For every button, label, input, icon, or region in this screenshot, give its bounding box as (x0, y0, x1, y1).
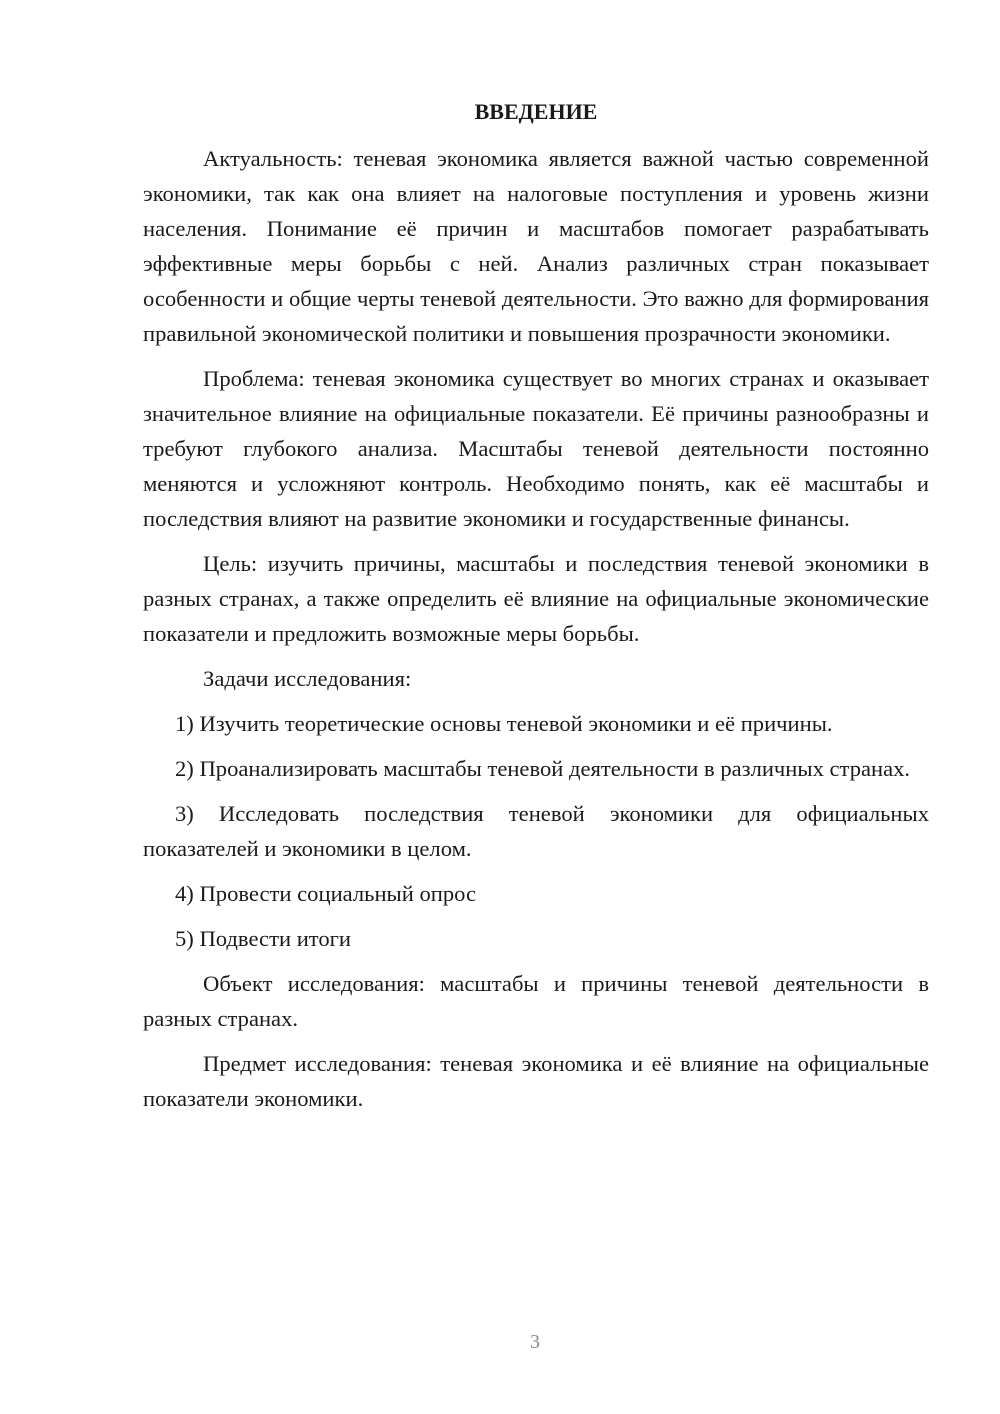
problem-paragraph: Проблема: теневая экономика существует во многих странах и оказывает значительное влияние на официальные показатели. Её причины разнообразны и требуют глубокого анализа. Масштабы теневой деятельности постоянно меняются и усложняют контроль. Необходимо понять, как её масштабы и последствия влияют на развитие экономики и государственные финансы. (143, 366, 929, 531)
section-heading: ВВЕДЕНИЕ (474, 99, 598, 124)
goal-paragraph: Цель: изучить причины, масштабы и последствия теневой экономики в разных странах, а также определить её влияние на официальные экономические показатели и предложить возможные меры борьбы. (143, 551, 929, 646)
relevance-paragraph: Актуальность: теневая экономика является важной частью современной экономики, так как она влияет на налоговые поступления и уровень жизни населения. Понимание её причин и масштабов помогает разрабатывать эффективные меры борьбы с ней. Анализ различных стран показывает особенности и общие черты теневой деятельности. Это важно для формирования правильной экономической политики и повышения прозрачности экономики. (143, 146, 929, 346)
list-item: 1) Изучить теоретические основы теневой экономики и её причины. (175, 711, 833, 736)
list-item: 2) Проанализировать масштабы теневой деятельности в различных странах. (175, 756, 911, 781)
page-number: 3 (530, 1331, 540, 1353)
tasks-title: Задачи исследования: (203, 666, 412, 691)
list-item: 4) Провести социальный опрос (175, 881, 477, 906)
object-paragraph: Объект исследования: масштабы и причины теневой деятельности в разных странах. (143, 971, 929, 1031)
list-item: 5) Подвести итоги (175, 926, 352, 951)
subject-paragraph: Предмет исследования: теневая экономика и её влияние на официальные показатели экономики. (143, 1051, 929, 1111)
list-item: 3) Исследовать последствия теневой экономики для официальных показателей и экономики в целом. (143, 801, 929, 861)
tasks-list (143, 706, 929, 956)
document-body (143, 94, 929, 1126)
